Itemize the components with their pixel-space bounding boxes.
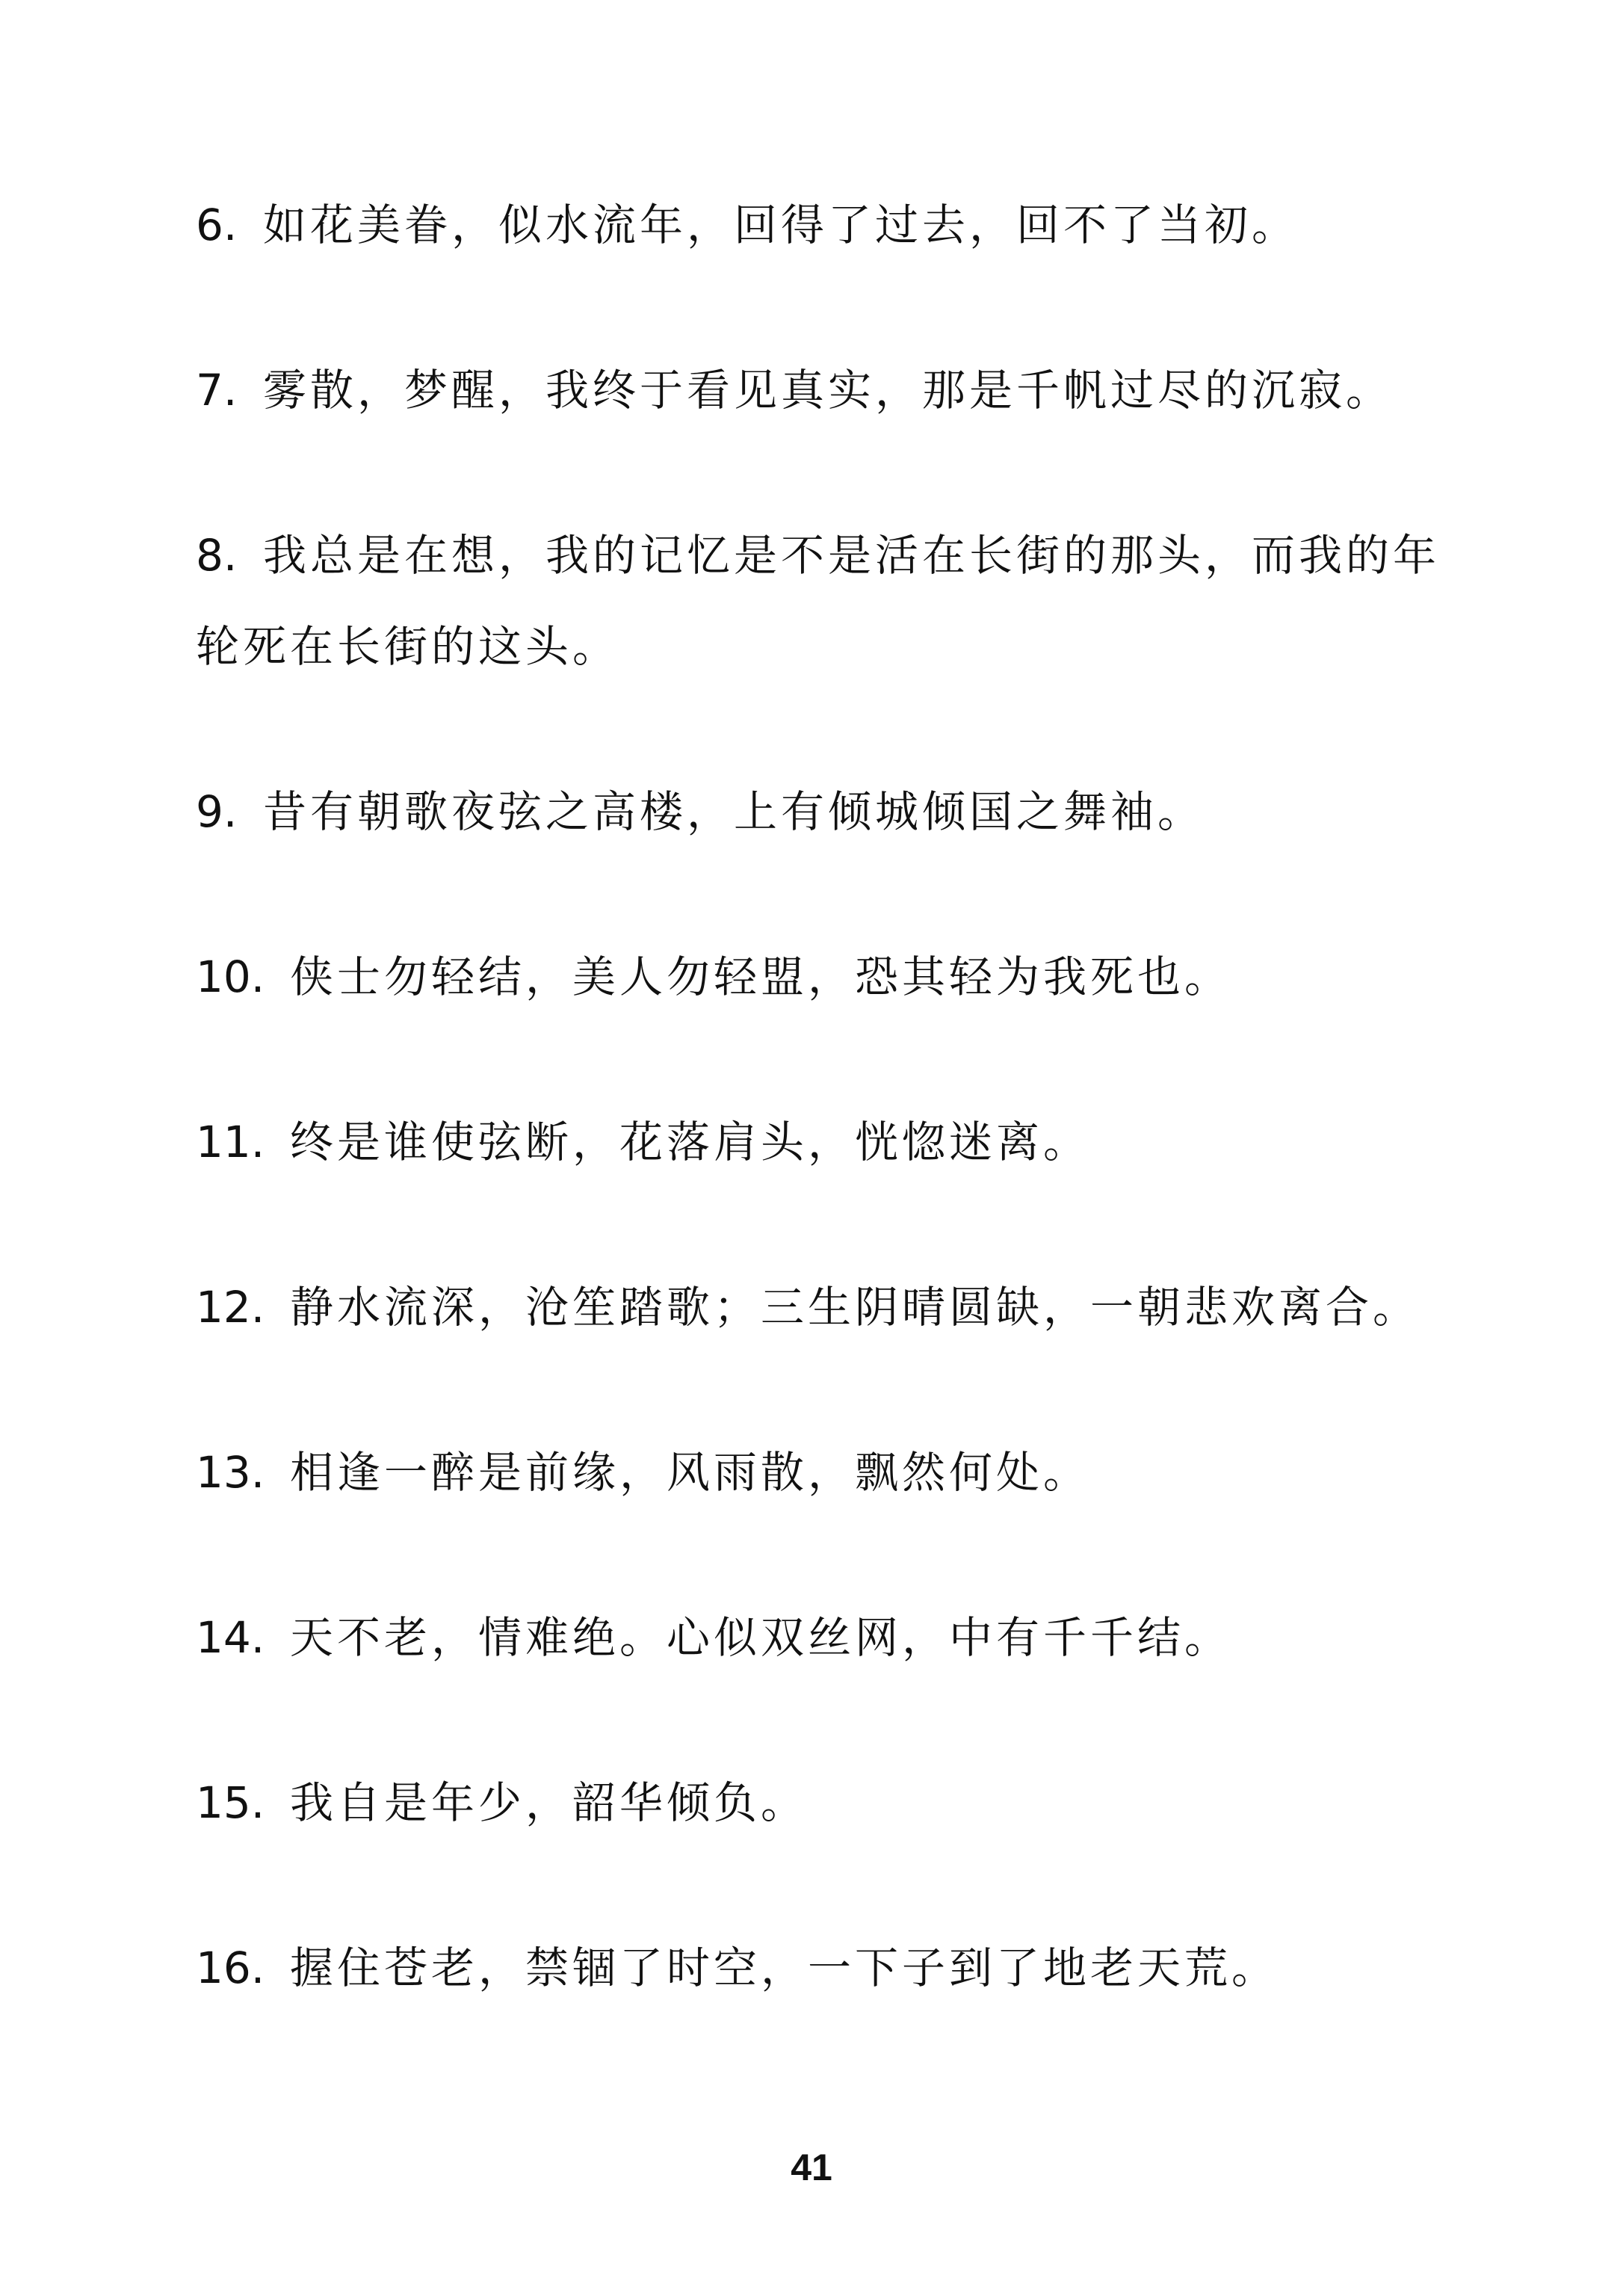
- list-item: [196, 1757, 1481, 1848]
- item-text: 静水流深，沧笙踏歌；三生阴晴圆缺，一朝悲欢离合。: [290, 1282, 1420, 1333]
- list-item: [196, 931, 1481, 1022]
- list-item: [196, 1262, 1481, 1353]
- item-number: 16.: [196, 1942, 265, 1993]
- item-text: 天不老，情难绝。心似双丝网，中有千千结。: [290, 1612, 1232, 1663]
- item-text: 相逢一醉是前缘，风雨散，飘然何处。: [290, 1447, 1091, 1498]
- list-item: [196, 766, 1481, 857]
- list-item: [196, 1922, 1481, 2013]
- item-text: 如花美眷，似水流年，回得了过去，回不了当初。: [263, 200, 1299, 250]
- item-number: 11.: [196, 1117, 265, 1167]
- item-number: 15.: [196, 1777, 265, 1828]
- quote-list: [196, 179, 1481, 2013]
- list-item: [196, 179, 1481, 271]
- item-number: 7.: [196, 365, 238, 416]
- list-item: [196, 1427, 1481, 1518]
- item-number: 12.: [196, 1282, 265, 1333]
- item-number: 14.: [196, 1612, 265, 1663]
- item-text: 我自是年少，韶华倾负。: [290, 1777, 809, 1828]
- item-number: 9.: [196, 786, 238, 837]
- item-text: 雾散，梦醒，我终于看见真实，那是千帆过尽的沉寂。: [263, 365, 1394, 416]
- item-text: 握住苍老，禁锢了时空，一下子到了地老天荒。: [290, 1942, 1279, 1993]
- item-number: 6.: [196, 200, 238, 250]
- item-text: 终是谁使弦断，花落肩头，恍惚迷离。: [290, 1117, 1091, 1167]
- item-number: 10.: [196, 951, 265, 1002]
- item-text: 我总是在想，我的记忆是不是活在长街的那头，而我的年轮死在长街的这头。: [196, 530, 1441, 672]
- item-text: 昔有朝歌夜弦之高楼，上有倾城倾国之舞袖。: [263, 786, 1205, 837]
- list-item: [196, 345, 1481, 436]
- item-number: 8.: [196, 530, 238, 581]
- list-item: [196, 510, 1481, 692]
- list-item: [196, 1096, 1481, 1188]
- list-item: [196, 1592, 1481, 1683]
- item-text: 侠士勿轻结，美人勿轻盟，恐其轻为我死也。: [290, 951, 1232, 1002]
- item-number: 13.: [196, 1447, 265, 1498]
- page-number: 41: [791, 2147, 832, 2188]
